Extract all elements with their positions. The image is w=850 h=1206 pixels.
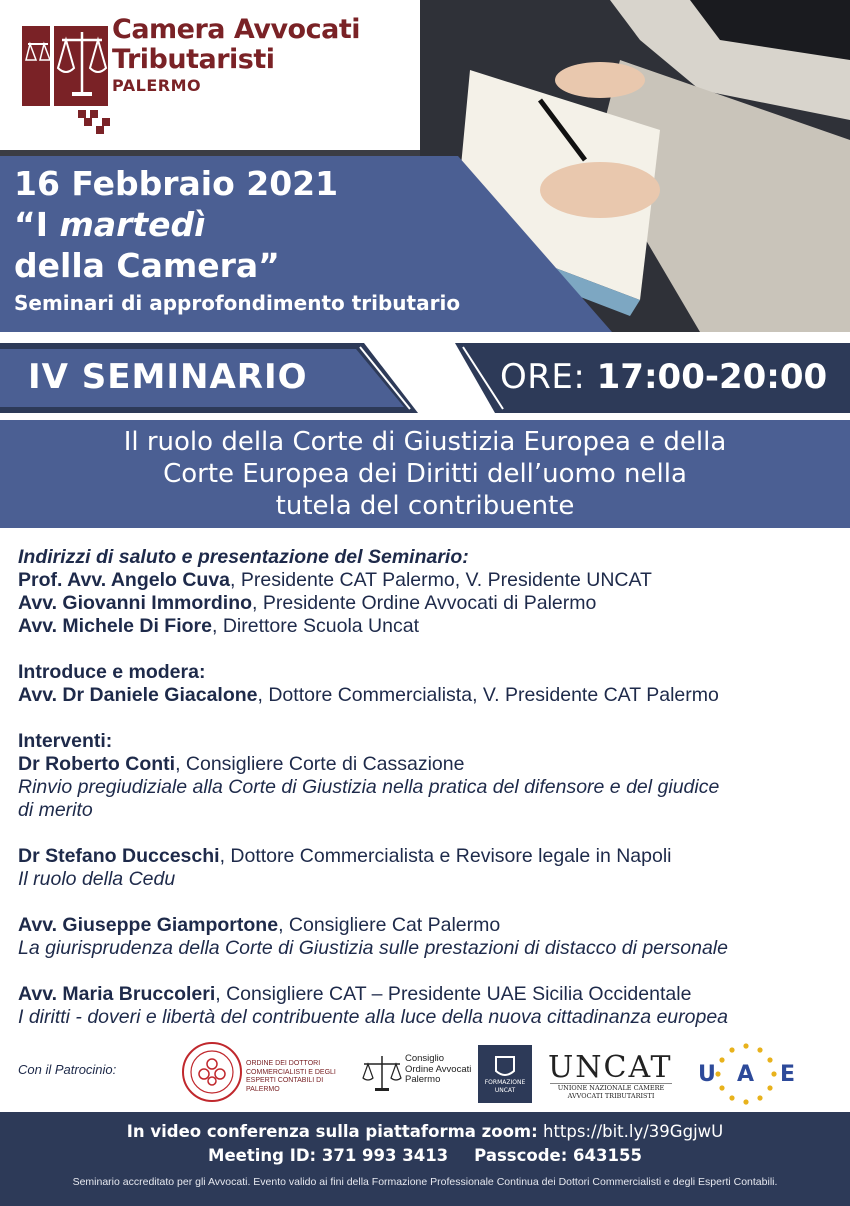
speaker-name: Avv. Giuseppe Giamportone [18,914,279,936]
event-time [500,357,827,397]
svg-text:A: A [737,1062,755,1087]
meeting-id: Meeting ID: 371 993 3413 [208,1146,449,1165]
seminar-number: IV SEMINARIO [28,357,308,397]
speaker-line [18,845,838,868]
event-date: 16 Febbraio 2021 [14,164,339,203]
topic-line-2: Corte Europea dei Diritti dell’uomo nella [163,459,687,489]
talk-title: La giurisprudenza della Corte di Giustizia sulle prestazioni di distacco di personale [18,937,728,959]
formazione-uncat-text: FORMAZIONE UNCAT [484,1079,526,1094]
speaker-line [18,569,838,592]
logo-line-2: Tributaristi [112,44,275,75]
series-title-line-2: della Camera” [14,246,280,285]
talks-title: Interventi: [18,730,113,752]
zoom-url[interactable]: https://bit.ly/39GgjwU [542,1122,724,1141]
speaker-line [18,983,838,1006]
series-title-line-1 [14,205,206,244]
zoom-label: In video conferenza sulla piattaforma zoom: [126,1122,538,1141]
speaker-line [18,684,838,707]
seminar-topic [10,426,840,522]
time-label: ORE: [500,357,597,397]
talk-title: Il ruolo della Cedu [18,868,176,890]
title-open: “I [14,205,60,244]
zoom-line [0,1122,850,1141]
speaker-name: Avv. Maria Bruccoleri [18,983,216,1005]
speaker-name: Avv. Giovanni Immordino [18,592,253,614]
talk-title: I diritti - doveri e libertà del contribuente alla luce della nuova cittadinanza europea [18,1006,729,1028]
odcec-logo-text: ORDINE DEI DOTTORI COMMERCIALISTI E DEGLI ESPERTI CONTABILI DI PALERMO [246,1060,336,1093]
uncat-logo-subtitle: UNIONE NAZIONALE CAMERE AVVOCATI TRIBUTARISTI [550,1083,672,1100]
moderator-title: Introduce e modera: [18,661,206,683]
speaker-role: , Dottore Commercialista, V. Presidente CAT Palermo [257,684,719,706]
title-italic: martedì [59,205,206,244]
topic-line-1: Il ruolo della Corte di Giustizia Europea e della [123,427,727,457]
logo-line-3: PALERMO [112,76,202,95]
scales-logo-icon [22,22,112,134]
speaker-role: , Direttore Scuola Uncat [211,615,419,637]
talk-title: di merito [18,799,93,821]
speaker-line [18,914,838,937]
speaker-role: , Consigliere CAT – Presidente UAE Sicilia Occidentale [215,983,692,1005]
time-value: 17:00-20:00 [596,357,828,397]
passcode: Passcode: 643155 [474,1146,642,1165]
speaker-name: Dr Roberto Conti [18,753,176,775]
speaker-name: Avv. Dr Daniele Giacalone [18,684,258,706]
consiglio-ordine-text: Consiglio Ordine Avvocati Palermo [405,1053,472,1085]
speaker-role: , Presidente Ordine Avvocati di Palermo [252,592,597,614]
logo-line-1: Camera Avvocati [112,14,360,45]
speaker-role: , Dottore Commercialista e Revisore legale in Napoli [219,845,672,867]
speaker-line [18,592,838,615]
meeting-line [0,1146,850,1165]
program [18,546,838,1029]
topic-line-3: tutela del contribuente [275,491,575,521]
uae-logo-icon [688,1040,804,1110]
speaker-name: Dr Stefano Ducceschi [18,845,220,867]
patronage-label: Con il Patrocinio: [18,1062,117,1077]
speaker-role: , Consigliere Corte di Cassazione [175,753,465,775]
speaker-role: , Presidente CAT Palermo, V. Presidente UNCAT [230,569,652,591]
speaker-name: Avv. Michele Di Fiore [18,615,212,637]
speaker-name: Prof. Avv. Angelo Cuva [18,569,231,591]
accreditation-note: Seminario accreditato per gli Avvocati. Evento valido ai fini della Formazione Professionale Continua dei Dottori Commercialisti e degli Esperti Contabili. [72,1176,778,1188]
greetings-title: Indirizzi di saluto e presentazione del Seminario: [18,546,469,568]
talk-title: Rinvio pregiudiziale alla Corte di Giustizia nella pratica del difensore e del giudice [18,776,720,798]
uncat-logo: UNCAT [548,1050,673,1085]
svg-text:U: U [698,1062,716,1087]
speaker-line [18,753,838,776]
hero-header [0,0,850,332]
svg-text:E: E [780,1062,796,1087]
series-subtitle: Seminari di approfondimento tributario [14,291,461,315]
speaker-line [18,615,838,638]
speaker-role: , Consigliere Cat Palermo [278,914,501,936]
